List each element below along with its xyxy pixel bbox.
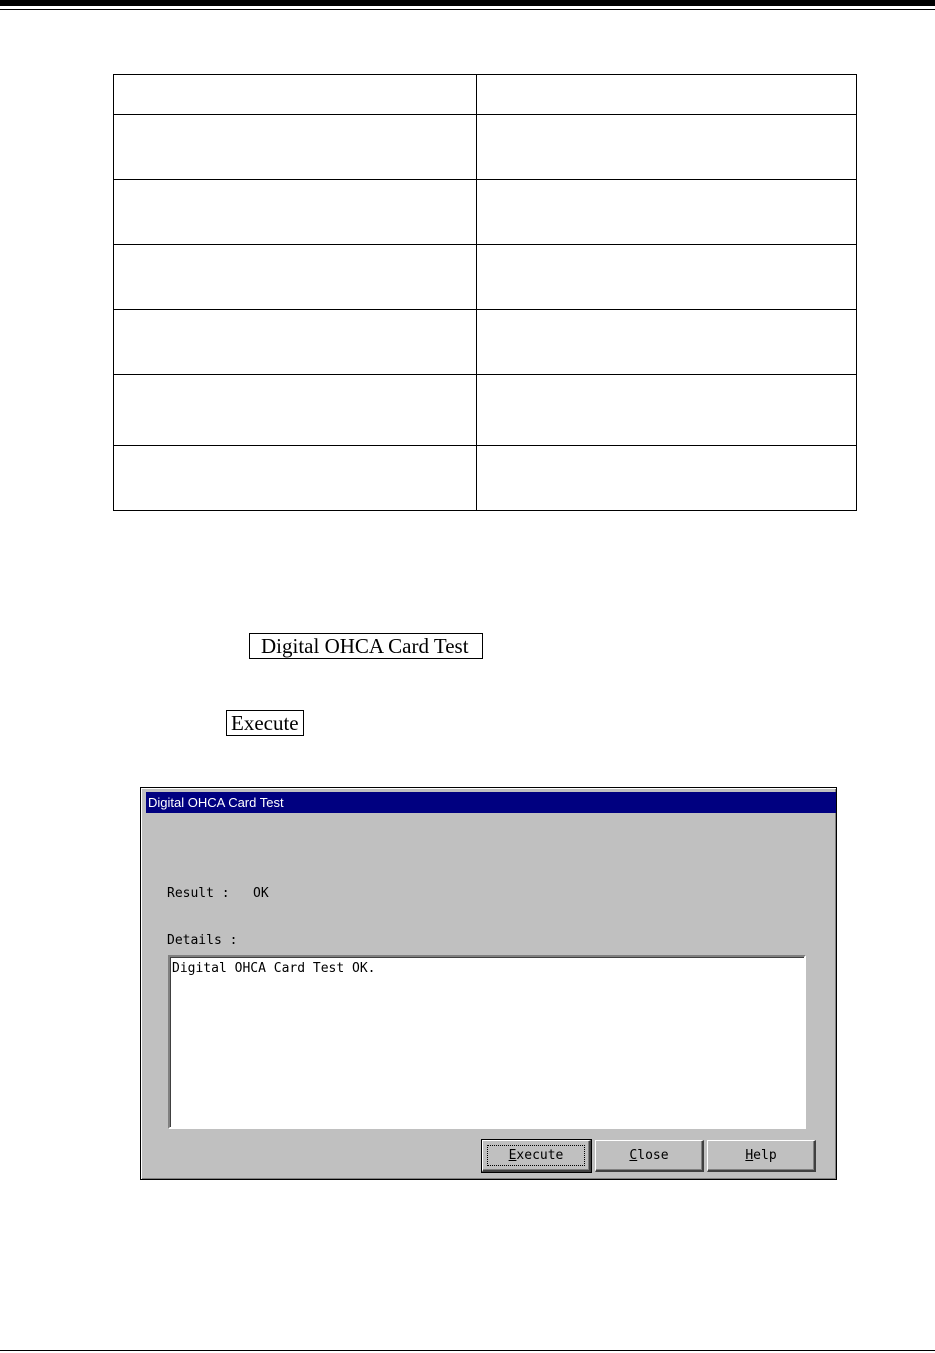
details-textarea[interactable]: Digital OHCA Card Test OK. [168, 955, 806, 1129]
table-cell [477, 245, 857, 310]
help-label-rest: elp [753, 1148, 777, 1163]
details-label: Details : [167, 933, 238, 948]
table-cell [114, 446, 477, 511]
table-cell [477, 180, 857, 245]
table-cell [477, 115, 857, 180]
close-label-rest: lose [637, 1148, 669, 1163]
table-row [114, 115, 857, 180]
footer-rule [0, 1350, 935, 1351]
header-rule-thick [0, 0, 935, 6]
table-row [114, 180, 857, 245]
execute-mnemonic: E [508, 1148, 517, 1163]
table-cell [114, 245, 477, 310]
execute-label-rest: xecute [516, 1148, 564, 1163]
close-button[interactable] [595, 1140, 704, 1172]
header-rule-thin [0, 9, 935, 10]
test-name-callout: Digital OHCA Card Test [249, 633, 483, 659]
table-row [114, 75, 857, 115]
focus-ring [487, 1145, 585, 1166]
table-row [114, 310, 857, 375]
help-button[interactable] [707, 1140, 816, 1172]
result-value: OK [253, 886, 269, 901]
table-cell [114, 180, 477, 245]
help-mnemonic: H [745, 1148, 754, 1163]
table-cell [114, 75, 477, 115]
spec-table [113, 74, 857, 511]
test-dialog [140, 787, 837, 1180]
table-cell [477, 75, 857, 115]
table-row [114, 446, 857, 511]
dialog-title-bar[interactable]: Digital OHCA Card Test [146, 792, 836, 813]
table-cell [114, 310, 477, 375]
execute-callout: Execute [226, 710, 304, 736]
table-row [114, 375, 857, 446]
close-mnemonic: C [629, 1148, 638, 1163]
table-cell [114, 375, 477, 446]
table-cell [114, 115, 477, 180]
result-label: Result : [167, 886, 230, 901]
execute-button[interactable] [482, 1140, 591, 1172]
table-row [114, 245, 857, 310]
table-cell [477, 375, 857, 446]
table-cell [477, 310, 857, 375]
table-cell [477, 446, 857, 511]
